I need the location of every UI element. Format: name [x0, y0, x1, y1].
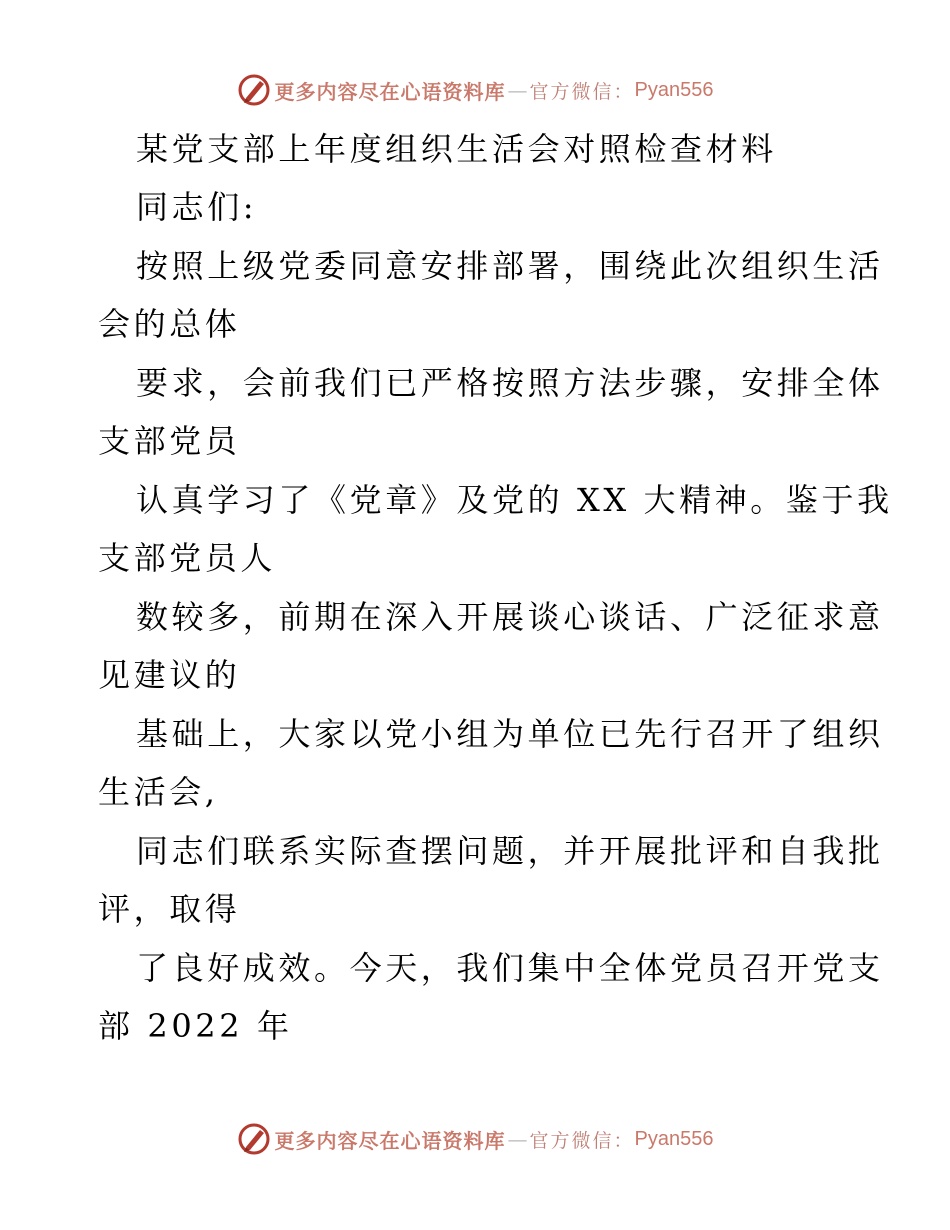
paragraph-line: 按照上级党委同意安排部署，围绕此次组织生活 — [136, 247, 884, 285]
paragraph-line: 了良好成效。今天，我们集中全体党员召开党支 — [136, 949, 884, 987]
paragraph-line: 见建议的 — [98, 656, 241, 694]
paragraph-line: 会的总体 — [98, 305, 241, 343]
paragraph-line: 生活会, — [98, 773, 219, 811]
greeting: 同志们: — [136, 188, 258, 226]
document-title: 某党支部上年度组织生活会对照检查材料 — [136, 130, 777, 168]
banner-dash: — — [507, 78, 528, 102]
pen-logo-icon — [237, 1122, 271, 1156]
paragraph-line: 支部党员 — [98, 422, 241, 460]
paragraph-line: 支部党员人 — [98, 539, 277, 577]
banner-lead-text: 更多内容尽在心语资料库 — [274, 1128, 506, 1153]
banner-wechat-id: Pyan556 — [634, 78, 714, 101]
paragraph-line: 评，取得 — [98, 890, 241, 928]
banner-wechat-label: 官方微信： — [529, 1129, 635, 1152]
paragraph-line: 认真学习了《党章》及党的 XX 大精神。鉴于我 — [136, 481, 893, 519]
header-banner — [0, 70, 950, 110]
paragraph-line: 同志们联系实际查摆问题，并开展批评和自我批 — [136, 832, 884, 870]
paragraph-line: 基础上，大家以党小组为单位已先行召开了组织 — [136, 715, 884, 753]
banner-lead-text: 更多内容尽在心语资料库 — [274, 79, 506, 104]
banner-wechat-id: Pyan556 — [634, 1127, 714, 1150]
footer-banner — [0, 1119, 950, 1159]
pen-logo-icon — [237, 73, 271, 107]
banner-dash: — — [507, 1127, 528, 1151]
paragraph-line: 要求，会前我们已严格按照方法步骤，安排全体 — [136, 364, 884, 402]
paragraph-line: 部 2022 年 — [98, 1007, 293, 1045]
paragraph-line: 数较多，前期在深入开展谈心谈话、广泛征求意 — [136, 598, 884, 636]
banner-wechat-label: 官方微信： — [529, 80, 635, 103]
